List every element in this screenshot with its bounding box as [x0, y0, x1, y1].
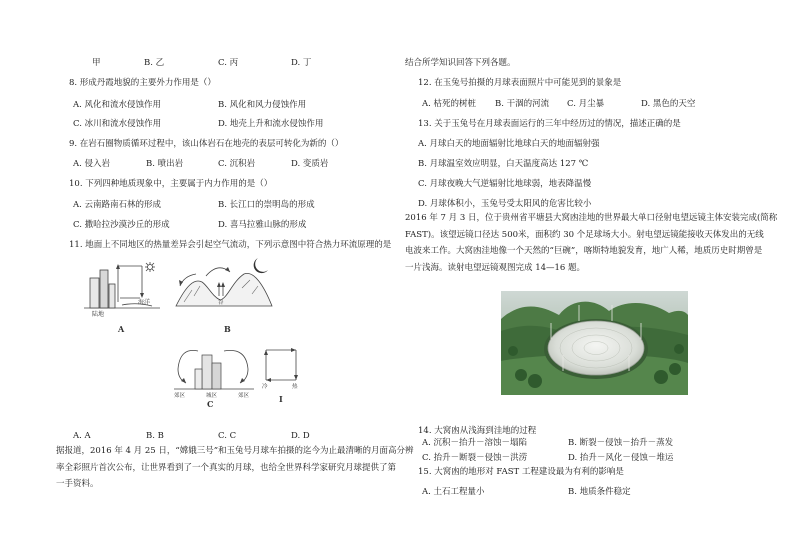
fast-telescope-photo	[501, 291, 688, 395]
q15-stem: 15. 大窝凼的地形对 FAST 工程建设最为有利的影响是	[418, 467, 624, 477]
q13-option-b: B. 月球温室效应明显，白天温度高达 127 ℃	[418, 159, 589, 169]
q11-option-b: B. B	[146, 431, 164, 441]
top-option-b: B. 乙	[144, 58, 165, 68]
top-option-c: C. 丙	[218, 58, 239, 68]
q9-stem: 9. 在岩石圈物质循环过程中，该山体岩石在地壳的表层可转化为新的（）	[69, 139, 344, 149]
q12-option-d: D. 黑色的天空	[641, 99, 696, 109]
top-option-d: D. 丁	[291, 58, 312, 68]
q14-option-c: C. 抬升－断裂－侵蚀－洪涝	[422, 453, 528, 463]
diagram-c-label: C	[207, 399, 214, 409]
q14-option-b: B. 断裂－侵蚀－抬升－蒸发	[568, 438, 674, 448]
q13-option-d: D. 月球体积小，玉兔号受太阳风的危害比较小	[418, 199, 592, 209]
fast-line-4: 一片浅海。读射电望远镜观图完成 14—16 题。	[405, 262, 586, 273]
right-intro: 结合所学知识回答下列各题。	[405, 58, 516, 68]
label-city: 城区	[206, 393, 218, 399]
passage-line-1: 据报道，2016 年 4 月 25 日，“嫦娥三号”和玉兔号月球车拍摄的迄今为止最清晰的月面高分辨	[56, 446, 414, 456]
q11-diagram-b	[172, 256, 276, 334]
q9-option-c: C. 沉积岩	[218, 159, 256, 169]
top-option-a: 甲	[92, 58, 101, 68]
q13-option-a: A. 月球白天的地面辐射比地球白天的地面辐射强	[418, 139, 600, 149]
label-hot: 热	[292, 384, 298, 390]
q13-stem: 13. 关于玉兔号在月球表面运行的三年中经历过的情况，描述正确的是	[418, 119, 681, 129]
q8-stem: 8. 形成丹霞地貌的主要外力作用是（）	[69, 78, 216, 88]
q13-option-c: C. 月球夜晚大气逆辐射比地球弱，地表降温慢	[418, 179, 592, 189]
q11-diagram-a	[82, 256, 162, 334]
q12-option-b: B. 干涸的河流	[495, 99, 550, 109]
q14-option-a: A. 沉积－抬升－溶蚀－塌陷	[422, 438, 528, 448]
diagram-b-label: B	[224, 324, 231, 334]
q11-stem: 11. 地面上不同地区的热量差异会引起空气流动，下列示意图中符合热力环流原理的是	[69, 240, 392, 250]
q8-option-c: C. 冰川和流水侵蚀作用	[73, 119, 162, 129]
diagram-a-label: A	[118, 324, 125, 334]
q14-option-d: D. 抬升－风化－侵蚀－堆运	[568, 453, 674, 463]
q10-stem: 10. 下列四种地质现象中，主要属于内力作用的是（）	[69, 179, 273, 189]
diagram-d-label: I	[279, 394, 283, 404]
q12-stem: 12. 在玉兔号拍摄的月球表面照片中可能见到的景象是	[418, 78, 622, 88]
q11-diagram-d	[258, 344, 308, 408]
q10-option-c: C. 撒哈拉沙漠沙丘的形成	[73, 220, 170, 230]
q11-option-c: C. C	[218, 431, 237, 441]
q10-option-d: D. 喜马拉雅山脉的形成	[218, 220, 307, 230]
q8-option-d: D. 地壳上升和流水侵蚀作用	[218, 119, 324, 129]
q11-option-a: A. A	[73, 431, 91, 441]
q15-option-b: B. 地质条件稳定	[568, 487, 631, 497]
label-suburb-left: 郊区	[174, 393, 186, 399]
fast-line-2: FAST)。该望远镜口径达 500米，面积约 30 个足球场大小。射电望远镜能接收天体发出的无线	[405, 229, 764, 240]
passage-fast	[405, 210, 778, 276]
label-valley: 谷	[218, 300, 224, 306]
passage-line-3: 一手资料。	[56, 479, 99, 489]
q8-option-b: B. 风化和风力侵蚀作用	[218, 100, 307, 110]
q11-diagram-c	[172, 339, 256, 409]
label-land: 陆地	[92, 311, 105, 318]
q12-option-a: A. 枯死的树桩	[422, 99, 477, 109]
label-suburb-right: 郊区	[238, 393, 250, 399]
q8-option-a: A. 风化和流水侵蚀作用	[73, 100, 162, 110]
fast-line-1: 2016 年 7 月 3 日，位于贵州省平塘县大窝凼洼地的世界最大单口径射电望远镜主体安装完成(简称	[405, 213, 778, 223]
q12-option-c: C. 月尘暴	[567, 99, 605, 109]
q9-option-a: A. 侵入岩	[73, 159, 111, 169]
q10-option-b: B. 长江口的崇明岛的形成	[218, 200, 315, 210]
passage-line-2: 率全彩照片首次公布，让世界看到了一个真实的月球，也给全世界科学家研究月球提供了第	[56, 462, 397, 473]
q11-option-d: D. D	[291, 431, 310, 441]
q10-option-a: A. 云南路南石林的形成	[73, 200, 162, 210]
q15-option-a: A. 土石工程量小	[422, 487, 485, 497]
passage-chang-e	[56, 443, 414, 493]
label-sea: 海洋	[138, 299, 151, 306]
q14-stem: 14. 大窝凼从浅海到洼地的过程	[418, 426, 537, 436]
q9-option-d: D. 变质岩	[291, 159, 329, 169]
fast-line-3: 电波来工作。大窝凼洼地像一个天然的“巨碗”，喀斯特地貌发育，地广人稀，地质历史时期曾是	[405, 246, 763, 256]
label-cold: 冷	[262, 384, 268, 390]
q9-option-b: B. 喷出岩	[146, 159, 184, 169]
